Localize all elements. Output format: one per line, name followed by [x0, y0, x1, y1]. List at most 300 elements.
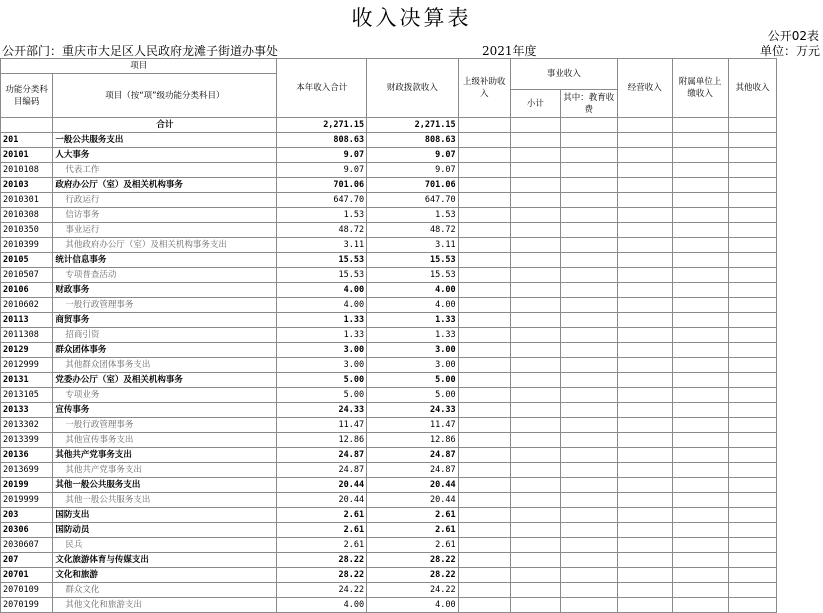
cell-name: 合计	[53, 118, 277, 133]
cell-subsidy-income	[458, 133, 510, 148]
cell-affiliated-income	[672, 178, 728, 193]
cell-code: 20131	[1, 373, 53, 388]
table-row	[1, 253, 823, 268]
cell-fiscal-income: 11.47	[367, 418, 458, 433]
cell-edu-fee	[560, 268, 617, 283]
cell-code: 2070109	[1, 583, 53, 598]
cell-name: 政府办公厅（室）及相关机构事务	[53, 178, 277, 193]
cell-fiscal-income: 3.00	[367, 343, 458, 358]
table-row	[1, 568, 823, 583]
form-number: 公开02表	[767, 29, 819, 43]
header-subsidy-income: 上级补助收入	[458, 59, 510, 118]
cell-subsidy-income	[458, 238, 510, 253]
cell-business-subtotal	[510, 568, 560, 583]
cell-total-income: 2.61	[277, 523, 367, 538]
cell-affiliated-income	[672, 358, 728, 373]
cell-business-subtotal	[510, 463, 560, 478]
cell-business-subtotal	[510, 553, 560, 568]
cell-other-income	[728, 553, 777, 568]
table-row	[1, 268, 823, 283]
cell-operating-income	[617, 598, 672, 613]
cell-operating-income	[617, 388, 672, 403]
cell-operating-income	[617, 568, 672, 583]
cell-operating-income	[617, 148, 672, 163]
cell-name: 文化和旅游	[53, 568, 277, 583]
cell-affiliated-income	[672, 463, 728, 478]
cell-business-subtotal	[510, 133, 560, 148]
cell-operating-income	[617, 583, 672, 598]
cell-fiscal-income: 1.53	[367, 208, 458, 223]
cell-subsidy-income	[458, 448, 510, 463]
cell-name: 信访事务	[53, 208, 277, 223]
cell-business-subtotal	[510, 268, 560, 283]
cell-name: 人大事务	[53, 148, 277, 163]
cell-edu-fee	[560, 148, 617, 163]
cell-edu-fee	[560, 538, 617, 553]
header-operating-income: 经营收入	[617, 59, 672, 118]
report-title: 收入决算表	[351, 6, 472, 30]
cell-edu-fee	[560, 448, 617, 463]
cell-fiscal-income: 701.06	[367, 178, 458, 193]
cell-subsidy-income	[458, 163, 510, 178]
cell-subsidy-income	[458, 313, 510, 328]
cell-business-subtotal	[510, 328, 560, 343]
cell-subsidy-income	[458, 388, 510, 403]
cell-total-income: 701.06	[277, 178, 367, 193]
cell-name: 其他一般公共服务支出	[53, 493, 277, 508]
cell-affiliated-income	[672, 118, 728, 133]
cell-other-income	[728, 238, 777, 253]
cell-fiscal-income: 2.61	[367, 523, 458, 538]
cell-subsidy-income	[458, 523, 510, 538]
cell-name: 专项普查活动	[53, 268, 277, 283]
cell-affiliated-income	[672, 148, 728, 163]
cell-affiliated-income	[672, 193, 728, 208]
cell-subsidy-income	[458, 493, 510, 508]
cell-code: 2070199	[1, 598, 53, 613]
cell-subsidy-income	[458, 193, 510, 208]
cell-total-income: 11.47	[277, 418, 367, 433]
cell-total-income: 3.00	[277, 343, 367, 358]
table-row	[1, 583, 823, 598]
cell-operating-income	[617, 493, 672, 508]
cell-affiliated-income	[672, 493, 728, 508]
cell-code	[1, 118, 53, 133]
cell-affiliated-income	[672, 283, 728, 298]
table-row	[1, 238, 823, 253]
cell-other-income	[728, 493, 777, 508]
cell-other-income	[728, 388, 777, 403]
table-row	[1, 418, 823, 433]
cell-other-income	[728, 373, 777, 388]
cell-name: 群众团体事务	[53, 343, 277, 358]
table-row	[1, 343, 823, 358]
cell-affiliated-income	[672, 163, 728, 178]
cell-operating-income	[617, 163, 672, 178]
cell-fiscal-income: 28.22	[367, 553, 458, 568]
cell-edu-fee	[560, 433, 617, 448]
cell-total-income: 2.61	[277, 508, 367, 523]
table-row	[1, 388, 823, 403]
table-row	[1, 463, 823, 478]
cell-business-subtotal	[510, 223, 560, 238]
cell-operating-income	[617, 463, 672, 478]
cell-edu-fee	[560, 493, 617, 508]
cell-business-subtotal	[510, 433, 560, 448]
cell-subsidy-income	[458, 148, 510, 163]
cell-operating-income	[617, 553, 672, 568]
cell-code: 20101	[1, 148, 53, 163]
cell-fiscal-income: 24.87	[367, 463, 458, 478]
cell-name: 群众文化	[53, 583, 277, 598]
cell-name: 财政事务	[53, 283, 277, 298]
cell-subsidy-income	[458, 418, 510, 433]
cell-name: 其他政府办公厅（室）及相关机构事务支出	[53, 238, 277, 253]
cell-name: 文化旅游体育与传媒支出	[53, 553, 277, 568]
cell-name: 事业运行	[53, 223, 277, 238]
cell-business-subtotal	[510, 253, 560, 268]
cell-edu-fee	[560, 373, 617, 388]
cell-other-income	[728, 403, 777, 418]
cell-business-subtotal	[510, 523, 560, 538]
cell-other-income	[728, 418, 777, 433]
cell-other-income	[728, 328, 777, 343]
cell-name: 专项业务	[53, 388, 277, 403]
cell-code: 207	[1, 553, 53, 568]
cell-subsidy-income	[458, 253, 510, 268]
cell-total-income: 48.72	[277, 223, 367, 238]
cell-edu-fee	[560, 463, 617, 478]
cell-fiscal-income: 48.72	[367, 223, 458, 238]
cell-name: 其他一般公共服务支出	[53, 478, 277, 493]
cell-fiscal-income: 24.33	[367, 403, 458, 418]
cell-other-income	[728, 133, 777, 148]
cell-fiscal-income: 1.33	[367, 313, 458, 328]
cell-code: 2010507	[1, 268, 53, 283]
table-row	[1, 328, 823, 343]
cell-other-income	[728, 343, 777, 358]
cell-fiscal-income: 5.00	[367, 373, 458, 388]
cell-business-subtotal	[510, 298, 560, 313]
cell-edu-fee	[560, 163, 617, 178]
cell-other-income	[728, 253, 777, 268]
cell-total-income: 24.22	[277, 583, 367, 598]
cell-edu-fee	[560, 178, 617, 193]
table-row	[1, 223, 823, 238]
cell-edu-fee	[560, 478, 617, 493]
cell-name: 其他群众团体事务支出	[53, 358, 277, 373]
cell-subsidy-income	[458, 223, 510, 238]
cell-edu-fee	[560, 283, 617, 298]
cell-affiliated-income	[672, 373, 728, 388]
cell-code: 201	[1, 133, 53, 148]
cell-affiliated-income	[672, 478, 728, 493]
cell-business-subtotal	[510, 598, 560, 613]
cell-name: 其他文化和旅游支出	[53, 598, 277, 613]
cell-subsidy-income	[458, 283, 510, 298]
cell-business-subtotal	[510, 118, 560, 133]
cell-name: 国防支出	[53, 508, 277, 523]
cell-subsidy-income	[458, 433, 510, 448]
cell-edu-fee	[560, 568, 617, 583]
cell-affiliated-income	[672, 403, 728, 418]
cell-operating-income	[617, 403, 672, 418]
cell-fiscal-income: 647.70	[367, 193, 458, 208]
cell-total-income: 15.53	[277, 253, 367, 268]
cell-business-subtotal	[510, 478, 560, 493]
cell-edu-fee	[560, 133, 617, 148]
cell-total-income: 3.00	[277, 358, 367, 373]
cell-total-income: 28.22	[277, 553, 367, 568]
header-edu-fee: 其中：教育收费	[560, 90, 617, 118]
cell-operating-income	[617, 178, 672, 193]
cell-fiscal-income: 5.00	[367, 388, 458, 403]
cell-affiliated-income	[672, 448, 728, 463]
cell-fiscal-income: 2.61	[367, 538, 458, 553]
cell-total-income: 2.61	[277, 538, 367, 553]
cell-business-subtotal	[510, 493, 560, 508]
cell-business-subtotal	[510, 448, 560, 463]
cell-fiscal-income: 20.44	[367, 493, 458, 508]
cell-total-income: 24.87	[277, 448, 367, 463]
cell-total-income: 12.86	[277, 433, 367, 448]
cell-subsidy-income	[458, 403, 510, 418]
cell-other-income	[728, 478, 777, 493]
cell-other-income	[728, 538, 777, 553]
cell-subsidy-income	[458, 208, 510, 223]
cell-affiliated-income	[672, 328, 728, 343]
cell-other-income	[728, 178, 777, 193]
cell-name: 其他宣传事务支出	[53, 433, 277, 448]
cell-name: 一般公共服务支出	[53, 133, 277, 148]
cell-affiliated-income	[672, 133, 728, 148]
cell-affiliated-income	[672, 538, 728, 553]
cell-edu-fee	[560, 388, 617, 403]
table-row	[1, 178, 823, 193]
cell-total-income: 2,271.15	[277, 118, 367, 133]
cell-affiliated-income	[672, 553, 728, 568]
cell-fiscal-income: 24.87	[367, 448, 458, 463]
cell-fiscal-income: 3.11	[367, 238, 458, 253]
cell-operating-income	[617, 253, 672, 268]
cell-total-income: 20.44	[277, 493, 367, 508]
cell-fiscal-income: 28.22	[367, 568, 458, 583]
cell-code: 2013699	[1, 463, 53, 478]
cell-affiliated-income	[672, 433, 728, 448]
cell-subsidy-income	[458, 478, 510, 493]
cell-fiscal-income: 4.00	[367, 598, 458, 613]
header-affiliated-income: 附属单位上缴收入	[672, 59, 728, 118]
cell-edu-fee	[560, 298, 617, 313]
cell-code: 20106	[1, 283, 53, 298]
table-row	[1, 373, 823, 388]
table-row	[1, 118, 823, 133]
cell-other-income	[728, 313, 777, 328]
cell-edu-fee	[560, 208, 617, 223]
cell-business-subtotal	[510, 178, 560, 193]
report-meta	[0, 42, 823, 58]
cell-name: 招商引资	[53, 328, 277, 343]
cell-edu-fee	[560, 583, 617, 598]
table-row	[1, 478, 823, 493]
cell-business-subtotal	[510, 313, 560, 328]
cell-business-subtotal	[510, 163, 560, 178]
cell-total-income: 15.53	[277, 268, 367, 283]
cell-code: 2019999	[1, 493, 53, 508]
cell-code: 20701	[1, 568, 53, 583]
cell-business-subtotal	[510, 583, 560, 598]
cell-other-income	[728, 523, 777, 538]
cell-fiscal-income: 9.07	[367, 163, 458, 178]
cell-fiscal-income: 9.07	[367, 148, 458, 163]
header-subtotal: 小计	[510, 90, 560, 118]
cell-operating-income	[617, 283, 672, 298]
cell-code: 20129	[1, 343, 53, 358]
department-label: 公开部门：重庆市大足区人民政府龙滩子街道办事处	[2, 44, 279, 58]
cell-affiliated-income	[672, 313, 728, 328]
cell-operating-income	[617, 373, 672, 388]
cell-fiscal-income: 2.61	[367, 508, 458, 523]
cell-operating-income	[617, 418, 672, 433]
cell-operating-income	[617, 223, 672, 238]
cell-code: 2013105	[1, 388, 53, 403]
cell-subsidy-income	[458, 583, 510, 598]
cell-business-subtotal	[510, 238, 560, 253]
cell-edu-fee	[560, 343, 617, 358]
cell-operating-income	[617, 208, 672, 223]
cell-edu-fee	[560, 523, 617, 538]
cell-subsidy-income	[458, 538, 510, 553]
cell-name: 商贸事务	[53, 313, 277, 328]
cell-subsidy-income	[458, 358, 510, 373]
cell-code: 20136	[1, 448, 53, 463]
cell-subsidy-income	[458, 373, 510, 388]
cell-name: 宣传事务	[53, 403, 277, 418]
cell-operating-income	[617, 118, 672, 133]
cell-affiliated-income	[672, 583, 728, 598]
cell-edu-fee	[560, 253, 617, 268]
cell-affiliated-income	[672, 508, 728, 523]
cell-edu-fee	[560, 118, 617, 133]
cell-operating-income	[617, 448, 672, 463]
cell-operating-income	[617, 313, 672, 328]
cell-total-income: 9.07	[277, 163, 367, 178]
table-row	[1, 403, 823, 418]
cell-total-income: 1.33	[277, 313, 367, 328]
cell-business-subtotal	[510, 358, 560, 373]
table-row	[1, 598, 823, 613]
table-row	[1, 283, 823, 298]
cell-affiliated-income	[672, 523, 728, 538]
cell-total-income: 24.33	[277, 403, 367, 418]
cell-subsidy-income	[458, 508, 510, 523]
cell-other-income	[728, 193, 777, 208]
cell-fiscal-income: 2,271.15	[367, 118, 458, 133]
cell-code: 203	[1, 508, 53, 523]
cell-subsidy-income	[458, 568, 510, 583]
cell-operating-income	[617, 193, 672, 208]
cell-business-subtotal	[510, 208, 560, 223]
cell-code: 2010108	[1, 163, 53, 178]
cell-code: 2010399	[1, 238, 53, 253]
cell-code: 20306	[1, 523, 53, 538]
cell-subsidy-income	[458, 298, 510, 313]
cell-total-income: 24.87	[277, 463, 367, 478]
cell-name: 党委办公厅（室）及相关机构事务	[53, 373, 277, 388]
cell-name: 行政运行	[53, 193, 277, 208]
cell-code: 2011308	[1, 328, 53, 343]
cell-business-subtotal	[510, 343, 560, 358]
cell-other-income	[728, 433, 777, 448]
cell-edu-fee	[560, 238, 617, 253]
cell-total-income: 4.00	[277, 298, 367, 313]
cell-operating-income	[617, 358, 672, 373]
cell-business-subtotal	[510, 388, 560, 403]
cell-code: 2013399	[1, 433, 53, 448]
cell-total-income: 1.53	[277, 208, 367, 223]
cell-edu-fee	[560, 553, 617, 568]
cell-business-subtotal	[510, 283, 560, 298]
table-row	[1, 358, 823, 373]
cell-subsidy-income	[458, 463, 510, 478]
cell-other-income	[728, 268, 777, 283]
cell-affiliated-income	[672, 568, 728, 583]
cell-subsidy-income	[458, 343, 510, 358]
header-fiscal-income: 财政拨款收入	[367, 59, 458, 118]
cell-fiscal-income: 4.00	[367, 283, 458, 298]
cell-edu-fee	[560, 508, 617, 523]
cell-code: 2012999	[1, 358, 53, 373]
cell-edu-fee	[560, 358, 617, 373]
cell-code: 2030607	[1, 538, 53, 553]
cell-edu-fee	[560, 328, 617, 343]
cell-edu-fee	[560, 418, 617, 433]
cell-name: 一般行政管理事务	[53, 418, 277, 433]
header-other-income: 其他收入	[728, 59, 777, 118]
cell-affiliated-income	[672, 298, 728, 313]
cell-fiscal-income: 15.53	[367, 253, 458, 268]
cell-business-subtotal	[510, 403, 560, 418]
cell-subsidy-income	[458, 553, 510, 568]
cell-other-income	[728, 223, 777, 238]
cell-code: 2013302	[1, 418, 53, 433]
cell-business-subtotal	[510, 373, 560, 388]
cell-affiliated-income	[672, 343, 728, 358]
cell-other-income	[728, 463, 777, 478]
cell-code: 20199	[1, 478, 53, 493]
cell-operating-income	[617, 268, 672, 283]
cell-code: 20133	[1, 403, 53, 418]
cell-name: 国防动员	[53, 523, 277, 538]
table-row	[1, 493, 823, 508]
cell-affiliated-income	[672, 253, 728, 268]
cell-fiscal-income: 24.22	[367, 583, 458, 598]
cell-business-subtotal	[510, 538, 560, 553]
cell-name: 其他共产党事务支出	[53, 448, 277, 463]
table-row	[1, 538, 823, 553]
cell-other-income	[728, 583, 777, 598]
table-row	[1, 163, 823, 178]
cell-affiliated-income	[672, 388, 728, 403]
table-row	[1, 523, 823, 538]
cell-fiscal-income: 20.44	[367, 478, 458, 493]
cell-edu-fee	[560, 223, 617, 238]
cell-affiliated-income	[672, 598, 728, 613]
table-row	[1, 298, 823, 313]
table-row	[1, 133, 823, 148]
cell-operating-income	[617, 538, 672, 553]
cell-total-income: 808.63	[277, 133, 367, 148]
